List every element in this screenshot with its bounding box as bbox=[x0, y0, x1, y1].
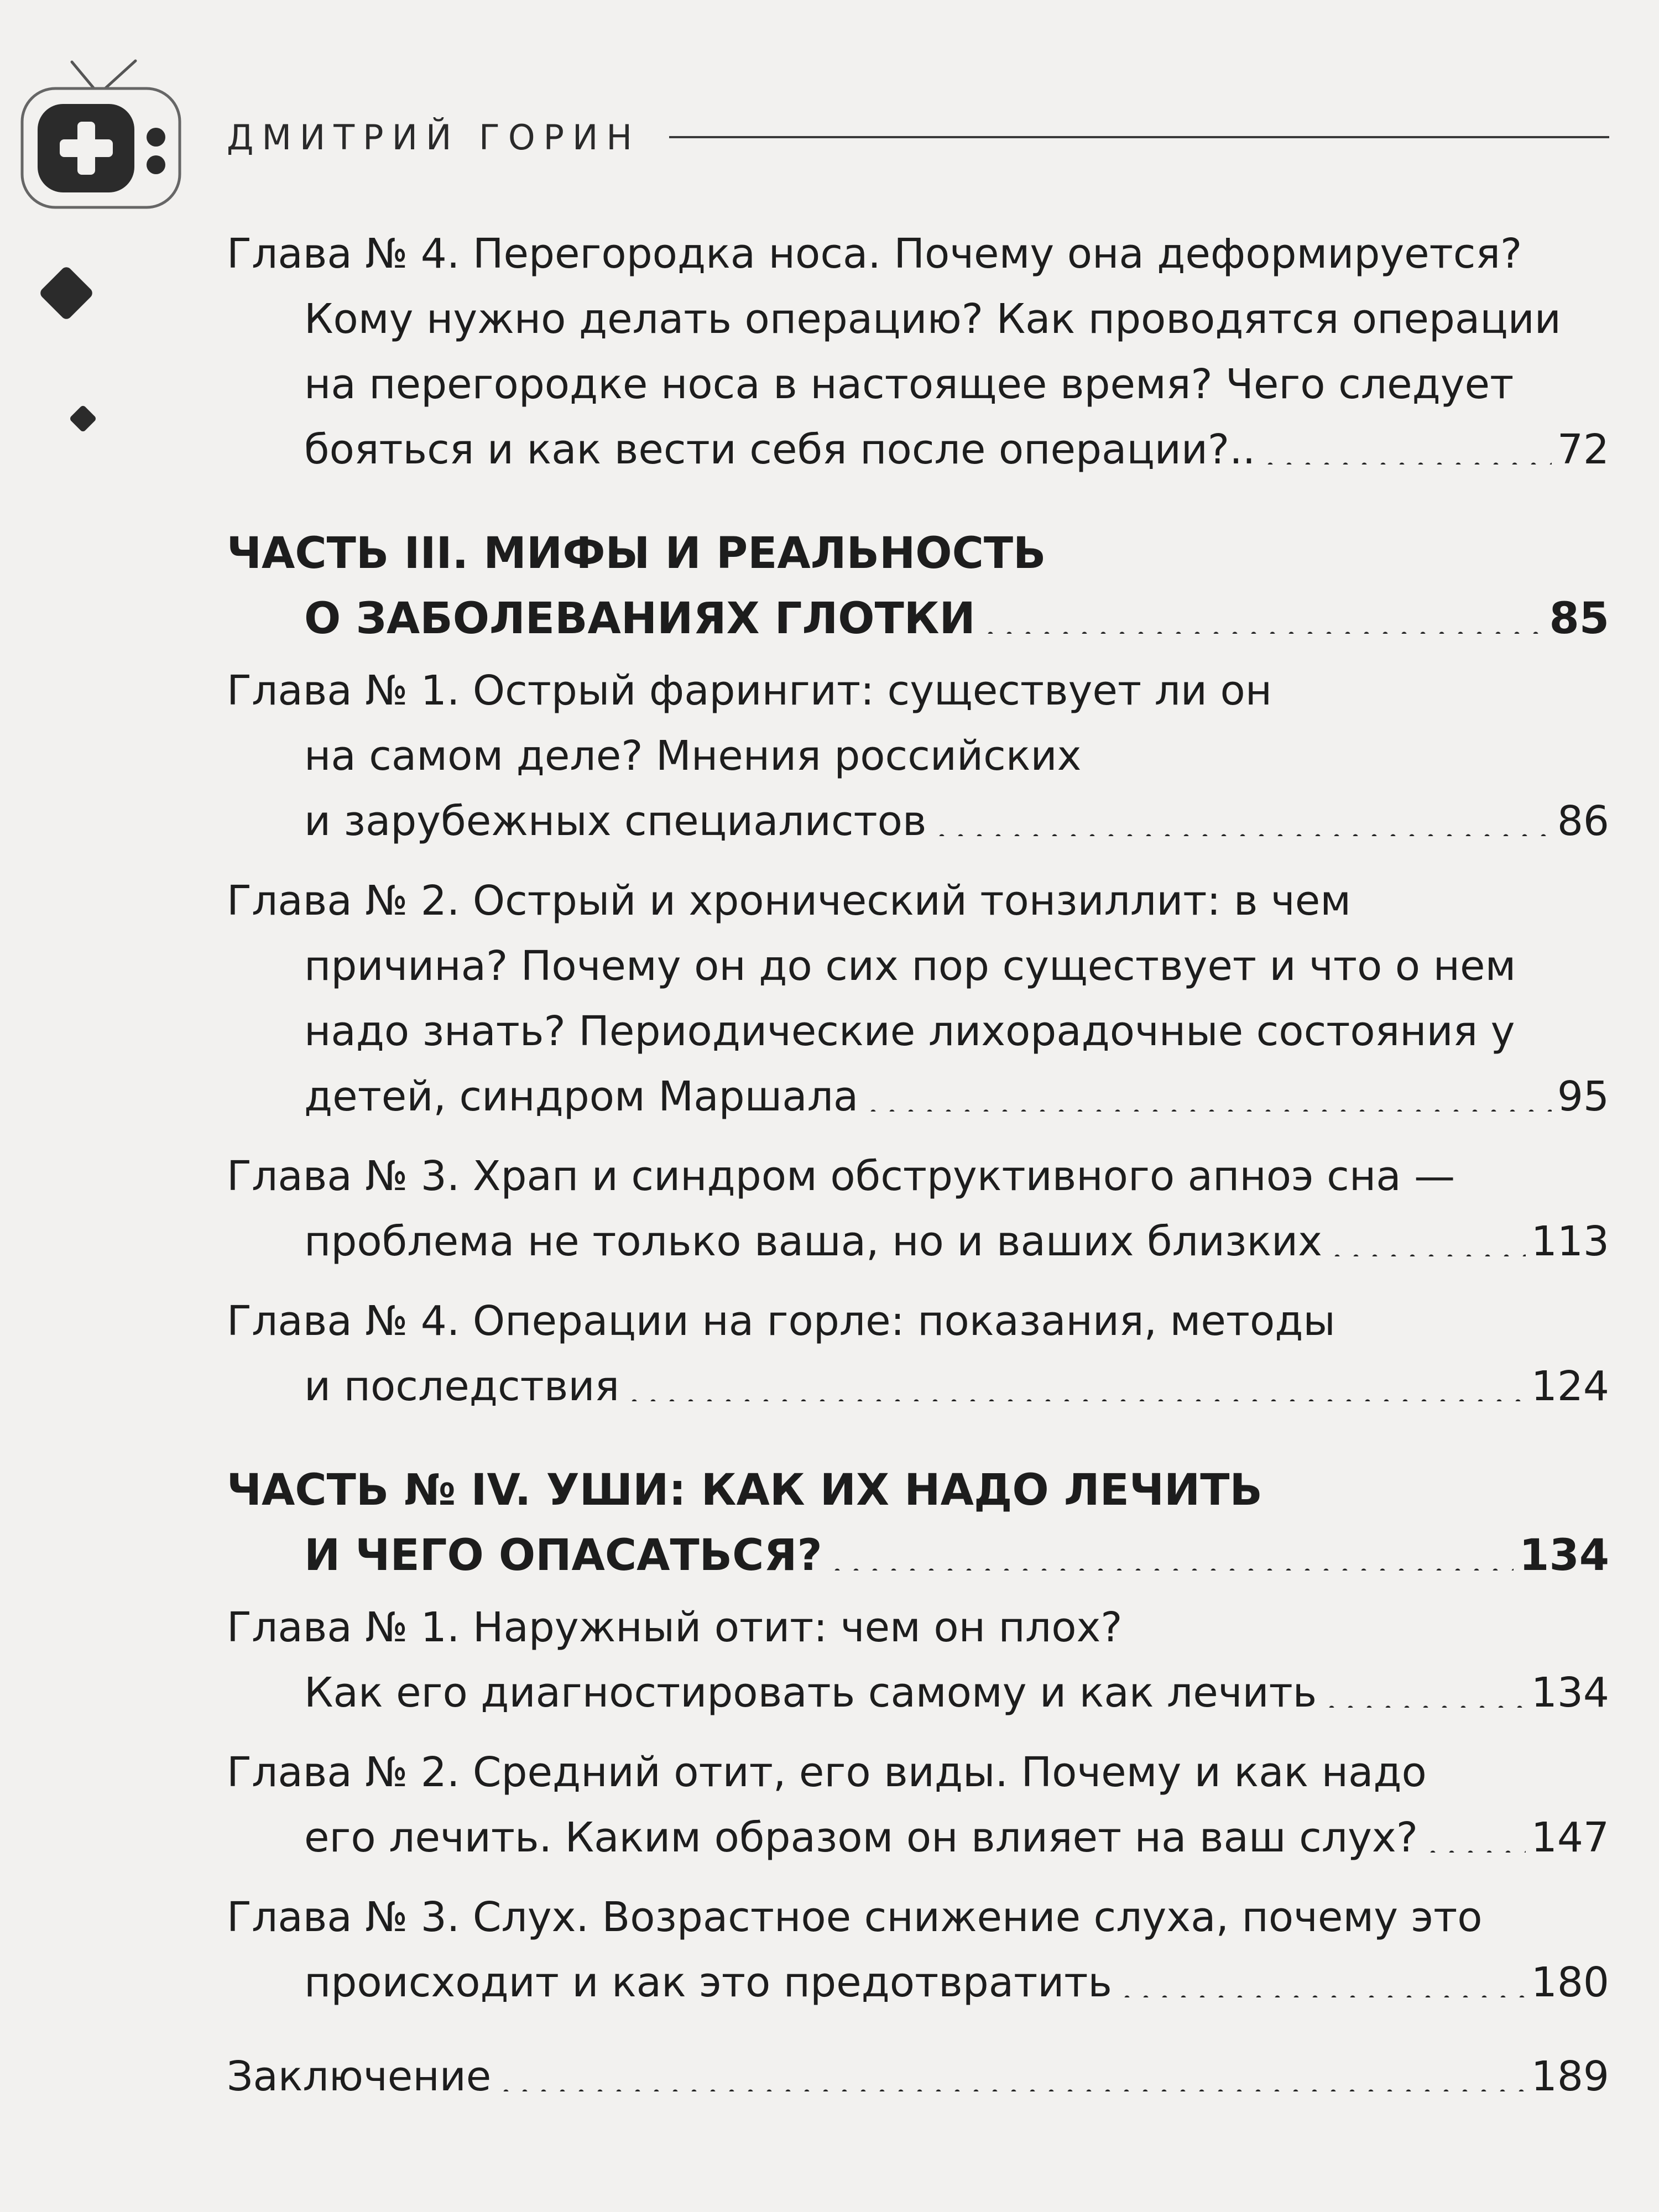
toc-last-line bbox=[227, 1805, 1609, 1870]
dot-leader bbox=[497, 2089, 1525, 2091]
toc-entry bbox=[227, 221, 1609, 482]
toc-entry bbox=[227, 1288, 1609, 1419]
page-number: 85 bbox=[1549, 594, 1609, 644]
toc-line: на перегородке носа в настоящее время? Чего следует bbox=[304, 361, 1514, 408]
toc-line: проблема не только ваша, но и ваших близких bbox=[304, 1218, 1322, 1265]
dot-leader bbox=[625, 1399, 1526, 1401]
toc-line: Глава № 1. Наружный отит: чем он плох? bbox=[227, 1604, 1123, 1651]
dot-leader bbox=[864, 1109, 1552, 1112]
toc-last-line bbox=[227, 789, 1609, 854]
toc-last-line bbox=[227, 1354, 1609, 1419]
toc-last-line bbox=[227, 586, 1609, 651]
page-number: 95 bbox=[1557, 1073, 1609, 1120]
toc-line: и последствия bbox=[304, 1363, 619, 1410]
toc-line: Глава № 1. Острый фарингит: существует ли он bbox=[227, 667, 1272, 714]
page-number: 72 bbox=[1557, 426, 1609, 473]
toc-last-line bbox=[227, 2044, 1609, 2109]
toc-entry bbox=[227, 1740, 1609, 1870]
page-number: 134 bbox=[1519, 1531, 1609, 1580]
toc-entry bbox=[227, 658, 1609, 854]
running-header bbox=[227, 115, 1609, 159]
toc-last-line bbox=[227, 1209, 1609, 1274]
toc-line: И ЧЕГО ОПАСАТЬСЯ? bbox=[304, 1531, 822, 1580]
diamond-icon bbox=[33, 260, 100, 326]
toc-last-line bbox=[227, 1064, 1609, 1129]
small-diamond-icon bbox=[65, 401, 101, 436]
page-number: 113 bbox=[1531, 1218, 1609, 1265]
toc-line: происходит и как это предотвратить bbox=[304, 1959, 1113, 2006]
toc-line: Как его диагностировать самому и как лечить bbox=[304, 1669, 1317, 1717]
page-number: 86 bbox=[1557, 797, 1609, 845]
page-number: 147 bbox=[1531, 1814, 1609, 1861]
toc-line: надо знать? Периодические лихорадочные состояния у bbox=[304, 1008, 1515, 1055]
toc-entry bbox=[227, 1885, 1609, 2015]
toc-line: Глава № 2. Острый и хронический тонзиллит: в чем bbox=[227, 877, 1352, 925]
page-number: 134 bbox=[1531, 1669, 1609, 1717]
dot-leader bbox=[1261, 462, 1552, 465]
toc-last-line bbox=[227, 1660, 1609, 1725]
toc-line: его лечить. Каким образом он влияет на ваш слух? bbox=[304, 1814, 1418, 1861]
toc-last-line bbox=[227, 1523, 1609, 1588]
toc-entry bbox=[227, 868, 1609, 1129]
dot-leader bbox=[828, 1568, 1514, 1571]
toc-line: на самом деле? Мнения российских bbox=[304, 732, 1082, 780]
toc-line: Заключение bbox=[227, 2053, 492, 2100]
dot-leader bbox=[932, 834, 1552, 836]
toc-line: ЧАСТЬ № IV. УШИ: КАК ИХ НАДО ЛЕЧИТЬ bbox=[227, 1465, 1262, 1515]
toc-line: и зарубежных специалистов bbox=[304, 797, 927, 845]
toc-line: Глава № 3. Слух. Возрастное снижение слуха, почему это bbox=[227, 1893, 1483, 1941]
toc-last-line bbox=[227, 1950, 1609, 2015]
dot-leader bbox=[1118, 1995, 1526, 1997]
page-number: 180 bbox=[1531, 1959, 1609, 2006]
tv-plus-icon bbox=[11, 50, 188, 227]
header-rule bbox=[669, 136, 1609, 138]
toc-line: Кому нужно делать операцию? Как проводятся операции bbox=[304, 295, 1561, 343]
toc-line: причина? Почему он до сих пор существует и что о нем bbox=[304, 942, 1516, 990]
table-of-contents bbox=[227, 221, 1609, 2109]
toc-line: Глава № 4. Операции на горле: показания, методы bbox=[227, 1297, 1335, 1345]
toc-entry-conclusion bbox=[227, 2044, 1609, 2109]
toc-entry bbox=[227, 1144, 1609, 1274]
author-name: ДМИТРИЙ ГОРИН bbox=[227, 117, 641, 158]
toc-line: Глава № 3. Храп и синдром обструктивного апноэ сна — bbox=[227, 1152, 1455, 1200]
dot-leader bbox=[981, 632, 1544, 634]
dot-leader bbox=[1322, 1705, 1525, 1708]
toc-line: детей, синдром Маршала bbox=[304, 1073, 859, 1120]
toc-line: Глава № 4. Перегородка носа. Почему она деформируется? bbox=[227, 230, 1522, 278]
toc-line: ЧАСТЬ III. МИФЫ И РЕАЛЬНОСТЬ bbox=[227, 529, 1046, 578]
toc-line: О ЗАБОЛЕВАНИЯХ ГЛОТКИ bbox=[304, 594, 975, 644]
page-number: 189 bbox=[1531, 2053, 1609, 2100]
toc-line: Глава № 2. Средний отит, его виды. Почему и как надо bbox=[227, 1749, 1427, 1796]
dot-leader bbox=[1423, 1850, 1526, 1853]
toc-line: бояться и как вести себя после операции?.. bbox=[304, 426, 1256, 473]
toc-part-heading bbox=[227, 521, 1609, 651]
toc-entry bbox=[227, 1595, 1609, 1725]
toc-last-line bbox=[227, 417, 1609, 482]
page-number: 124 bbox=[1531, 1363, 1609, 1410]
toc-part-heading bbox=[227, 1458, 1609, 1588]
dot-leader bbox=[1328, 1254, 1526, 1256]
